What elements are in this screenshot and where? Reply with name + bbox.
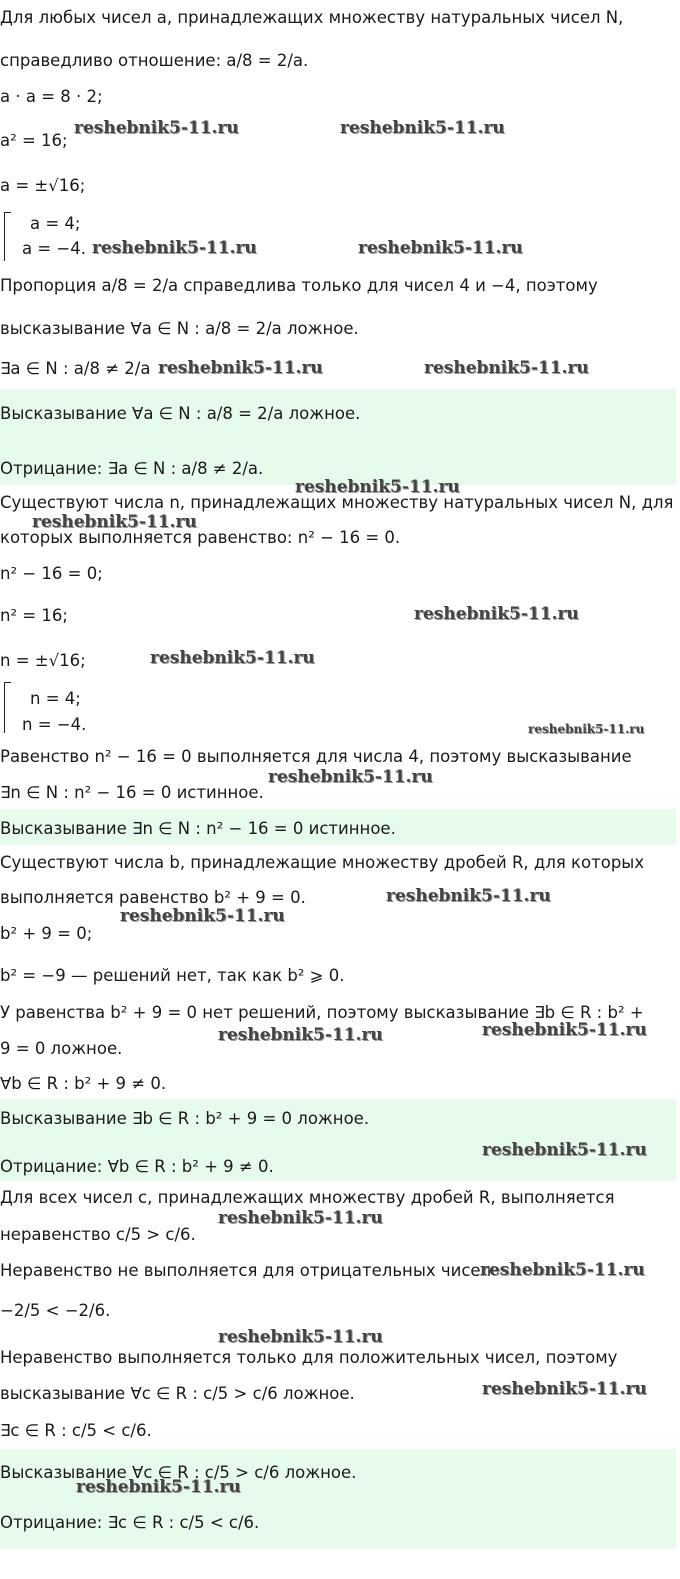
text-line: Неравенство выполняется только для положительных чисел, поэтому bbox=[0, 1348, 618, 1367]
text-line: ∃c ∈ R : c/5 < c/6. bbox=[0, 1421, 152, 1440]
watermark: reshebnik5-11.ru bbox=[32, 512, 197, 532]
watermark: reshebnik5-11.ru bbox=[74, 118, 239, 138]
text-line: Отрицание: ∀b ∈ R : b² + 9 ≠ 0. bbox=[0, 1157, 274, 1176]
text-line: Существуют числа b, принадлежащие множеству дробей R, для которых bbox=[0, 853, 645, 872]
text-line: высказывание ∀a ∈ N : a/8 = 2/a ложное. bbox=[0, 319, 359, 338]
watermark: reshebnik5-11.ru bbox=[480, 1260, 645, 1280]
watermark: reshebnik5-11.ru bbox=[92, 238, 257, 258]
watermark: reshebnik5-11.ru bbox=[340, 118, 505, 138]
watermark: reshebnik5-11.ru bbox=[358, 238, 523, 258]
watermark: reshebnik5-11.ru bbox=[268, 767, 433, 787]
watermark: reshebnik5-11.ru bbox=[218, 1327, 383, 1347]
text-line: Высказывание ∀a ∈ N : a/8 = 2/a ложное. bbox=[0, 404, 361, 423]
watermark: reshebnik5-11.ru bbox=[218, 1208, 383, 1228]
text-line: Высказывание ∃n ∈ N : n² − 16 = 0 истинное. bbox=[0, 819, 396, 838]
text-line: a² = 16; bbox=[0, 131, 68, 150]
text-line: Существуют числа n, принадлежащих множеству натуральных чисел N, для bbox=[0, 493, 674, 512]
text-line: ∀b ∈ R : b² + 9 ≠ 0. bbox=[0, 1074, 167, 1093]
watermark: reshebnik5-11.ru bbox=[482, 1379, 647, 1399]
text-line: n = 4; bbox=[30, 689, 81, 708]
text-line: ∃a ∈ N : a/8 ≠ 2/a bbox=[0, 359, 151, 378]
text-line: Для всех чисел c, принадлежащих множеству дробей R, выполняется bbox=[0, 1188, 615, 1207]
text-line: 9 = 0 ложное. bbox=[0, 1039, 123, 1058]
watermark: reshebnik5-11.ru bbox=[386, 886, 551, 906]
text-line: b² = −9 — решений нет, так как b² ⩾ 0. bbox=[0, 966, 345, 985]
text-line: a = ±√16; bbox=[0, 176, 86, 195]
text-line: a · a = 8 · 2; bbox=[0, 87, 103, 106]
text-line: Высказывание ∀c ∈ R : c/5 > c/6 ложное. bbox=[0, 1463, 357, 1482]
text-line: Пропорция a/8 = 2/a справедлива только для чисел 4 и −4, поэтому bbox=[0, 276, 598, 295]
watermark: reshebnik5-11.ru bbox=[482, 1140, 647, 1160]
text-line: которых выполняется равенство: n² − 16 = 0. bbox=[0, 528, 401, 547]
text-line: У равенства b² + 9 = 0 нет решений, поэтому высказывание ∃b ∈ R : b² + bbox=[0, 1003, 644, 1022]
text-line: Отрицание: ∃a ∈ N : a/8 ≠ 2/a. bbox=[0, 459, 264, 478]
text-line: выполняется равенство b² + 9 = 0. bbox=[0, 888, 306, 907]
watermark: reshebnik5-11.ru bbox=[76, 1477, 241, 1497]
text-line: ∃n ∈ N : n² − 16 = 0 истинное. bbox=[0, 783, 264, 802]
text-line: b² + 9 = 0; bbox=[0, 924, 93, 943]
watermark: reshebnik5-11.ru bbox=[120, 906, 285, 926]
text-line: Неравенство не выполняется для отрицательных чисел. bbox=[0, 1261, 497, 1280]
text-line: Для любых чисел a, принадлежащих множеству натуральных чисел N, bbox=[0, 8, 624, 27]
system-bracket-1 bbox=[4, 212, 11, 261]
text-line: n = ±√16; bbox=[0, 651, 86, 670]
text-line: a = −4. bbox=[22, 239, 86, 258]
text-line: n² = 16; bbox=[0, 606, 68, 625]
watermark: reshebnik5-11.ru bbox=[150, 648, 315, 668]
watermark: reshebnik5-11.ru bbox=[414, 604, 579, 624]
watermark: reshebnik5-11.ru bbox=[158, 358, 323, 378]
text-line: n² − 16 = 0; bbox=[0, 564, 103, 583]
watermark: reshebnik5-11.ru bbox=[482, 1020, 647, 1040]
text-line: a = 4; bbox=[30, 214, 81, 233]
text-line: справедливо отношение: a/8 = 2/a. bbox=[0, 51, 309, 70]
text-line: Отрицание: ∃c ∈ R : c/5 < c/6. bbox=[0, 1513, 260, 1532]
watermark: reshebnik5-11.ru bbox=[528, 722, 645, 736]
watermark: reshebnik5-11.ru bbox=[295, 477, 460, 497]
system-bracket-2 bbox=[4, 682, 11, 733]
watermark: reshebnik5-11.ru bbox=[424, 358, 589, 378]
text-line: n = −4. bbox=[22, 715, 87, 734]
text-line: высказывание ∀c ∈ R : c/5 > c/6 ложное. bbox=[0, 1384, 355, 1403]
watermark: reshebnik5-11.ru bbox=[218, 1025, 383, 1045]
text-line: −2/5 < −2/6. bbox=[0, 1301, 111, 1320]
text-line: Высказывание ∃b ∈ R : b² + 9 = 0 ложное. bbox=[0, 1109, 370, 1128]
text-line: неравенство c/5 > c/6. bbox=[0, 1225, 196, 1244]
text-line: Равенство n² − 16 = 0 выполняется для числа 4, поэтому высказывание bbox=[0, 747, 632, 766]
